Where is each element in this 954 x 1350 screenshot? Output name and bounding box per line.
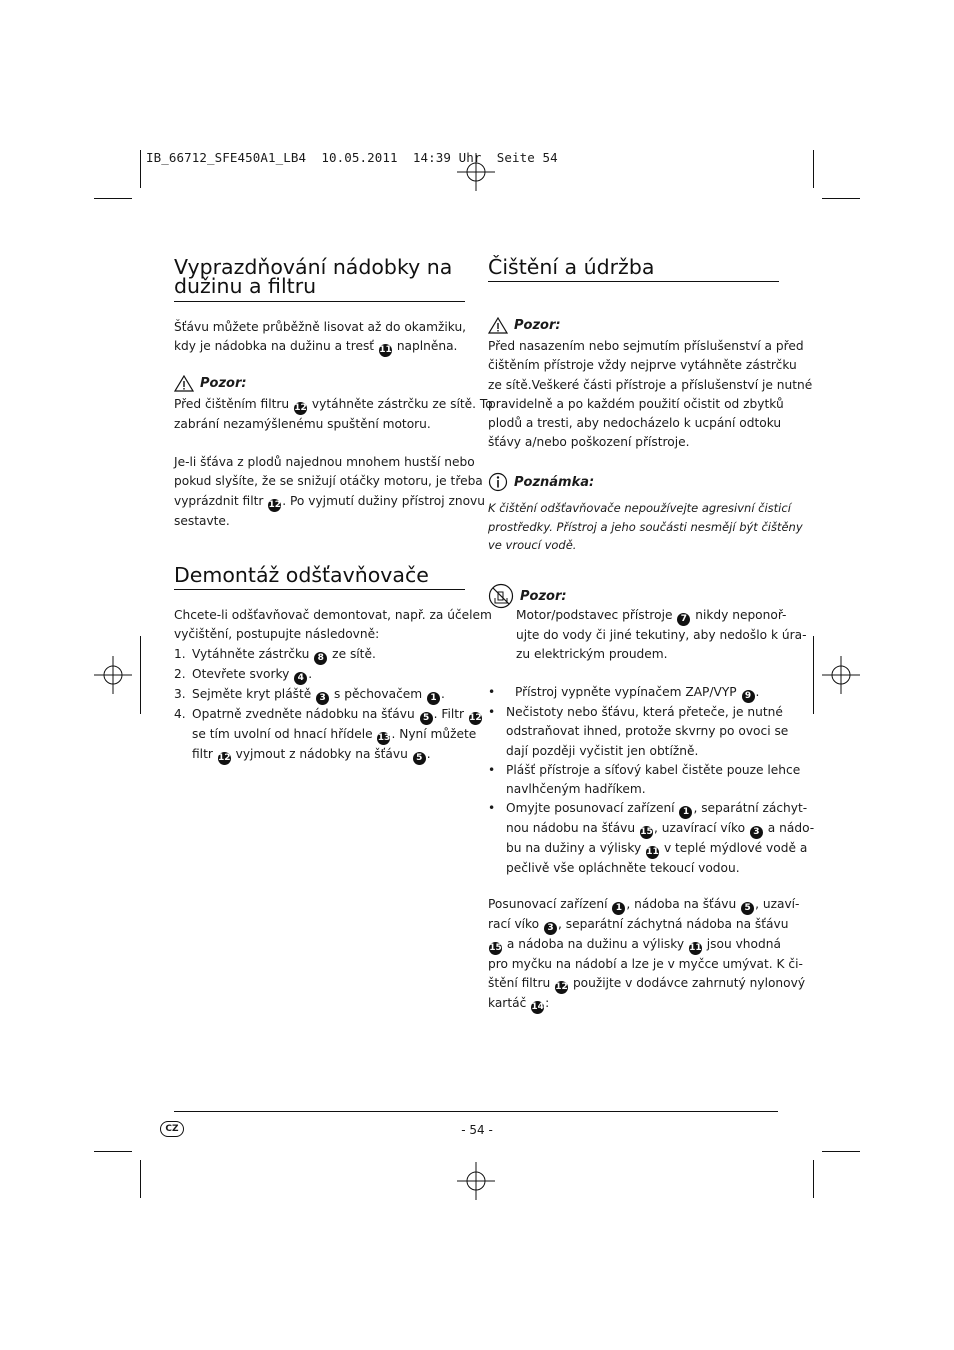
crop-mark [140,636,141,714]
crop-mark [813,1160,814,1198]
reference-number: 9 [742,690,755,703]
step-list [174,645,482,765]
language-badge: CZ [160,1121,184,1137]
list-item: 2. Otevřete svorky 4 . [174,667,313,683]
list-item: • Plášť přístroje a síťový kabel čistěte pouze lehce navlhčeným hadříkem. [488,761,814,800]
warning-triangle-icon [174,375,194,392]
reference-number: 11 [689,943,702,953]
reference-number: 12 [268,499,282,510]
registration-mark-icon [457,1162,495,1200]
reference-number: 3 [316,692,329,705]
paragraph: Chcete-li odšťavňovač demontovat, např. za účelem vyčištění, postupujte následovně: [174,608,492,642]
warning-text: Před nasazením nebo sejmutím příslušenství a před čištěním přístroje vždy nejprve vytáhněte zástrčku ze sítě.Veškeré části přístroje a příslušenství je nutné pravidelně a po každém použití očistit od zbytků plodů a tresti, aby nedocházelo k ucpání odtoku šťávy a/nebo poškození přístroje. [488,339,813,450]
footer-rule [174,1111,778,1112]
reference-number: 3 [544,922,557,935]
crop-mark [94,1151,132,1152]
warning-heading: Pozor: [488,317,561,334]
crop-mark [813,150,814,188]
crop-mark [822,198,860,199]
reference-number: 3 [750,826,763,839]
reference-number: 11 [646,847,659,858]
reference-number: 13 [377,733,391,743]
note-heading: Poznámka: [488,472,594,492]
crop-mark [140,150,141,188]
cleaning-bullets [488,683,814,879]
reference-number: 5 [741,902,754,915]
reference-number: 15 [640,827,653,838]
paragraph: Je-li šťáva z plodů najednou mnohem hustší nebo pokud slyšíte, že se snižují otáčky motoru, je třeba vyprázdnit filtr 12. Po vyjmutí dužiny přístroj znovu sestavte. [174,455,485,528]
reference-number: 15 [489,943,502,953]
no-water-immersion-icon [488,583,514,609]
reference-number: 5 [413,752,426,765]
section-title: Demontáž odšťavňovače [174,563,429,587]
list-item: • Přístroj vypněte vypínačem ZAP/VYP 9 . [488,683,814,703]
paragraph: Posunovací zařízení 1 , nádoba na šťávu 5 , uzaví- rací víko 3 , separátní záchytná nádoba na šťávu 15 a nádoba na dužinu a výlisky 11 jsou vhodná pro myčku na nádobí a lze je v myčce umývat. K či- štění filtru 12 použijte v dodávce zahrnutý nylonový kartáč 14: [488,897,806,1013]
registration-mark-icon [94,656,132,694]
list-item: 4. Opatrně zvedněte nádobku na šťávu 5 . Filtr 12 se tím uvolní od hnací hřídele 13. Nyní můžete filtr 12 vyjmout z nádobky na šťávu 5 . [174,707,482,763]
reference-number: 8 [314,652,327,665]
reference-number: 12 [217,753,231,763]
crop-mark [94,198,132,199]
crop-mark [822,1151,860,1152]
warning-heading: Pozor: [174,375,247,392]
note-text: K čištění odšťavňovače nepoužívejte agresivní čisticí prostředky. Přístroj a jeho součásti nesmějí být čištěny ve vroucí vodě. [488,501,803,552]
reference-number: 5 [420,712,433,725]
list-item: 3. Sejměte kryt pláště 3 s pěchovačem 1 . [174,687,445,703]
warning-text: Motor/podstavec přístroje 7 nikdy neponoř- ujte do vody či jiné tekutiny, aby nedošlo k úra- zu elektrickým proudem. [516,608,807,662]
section-rule [488,281,779,282]
reference-number: 14 [531,1002,544,1013]
registration-mark-icon [822,656,860,694]
list-item: • Omyjte posunovací zařízení 1 , separátní záchyt- nou nádobu na šťávu 15, uzavírací víko 3 a nádo- bu na dužiny a výlisky 11 v teplé mýdlové vodě a pečlivě vše opláchněte tekoucí vodou. [488,799,814,878]
section-rule [174,589,465,590]
section-title: Čištění a údržba [488,255,655,279]
reference-number: 12 [294,403,307,413]
reference-number: 4 [294,672,307,685]
page-number: - 54 - [461,1123,493,1137]
reference-number: 1 [612,902,625,915]
list-item: • Nečistoty nebo šťávu, která přeteče, je nutné odstraňovat ihned, protože skvrny po ovoci se dají později vyčistit jen obtížně. [488,703,814,761]
warning-text: Před čištěním filtru 12 vytáhněte zástrčku ze sítě. To zabrání nezamýšlenému spuštění motoru. [174,397,493,431]
reference-number: 11 [379,345,392,356]
reference-number: 1 [427,692,440,705]
info-icon [488,472,508,492]
print-slug: IB_66712_SFE450A1_LB4 10.05.2011 14:39 Uhr Seite 54 [146,150,558,165]
warning-heading: Pozor: [488,583,567,609]
list-item: 1. Vytáhněte zástrčku 8 ze sítě. [174,647,376,663]
reference-number: 12 [469,713,482,723]
reference-number: 7 [677,613,690,626]
paragraph: Šťávu můžete průběžně lisovat až do okamžiku, kdy je nádobka na dužinu a tresť 11 naplněna. [174,320,467,356]
section-rule [174,301,465,302]
section-title: Vyprazdňování nádobky na dužinu a filtru [174,255,453,298]
reference-number: 12 [555,982,568,993]
crop-mark [140,1160,141,1198]
warning-triangle-icon [488,317,508,334]
reference-number: 1 [679,806,692,819]
